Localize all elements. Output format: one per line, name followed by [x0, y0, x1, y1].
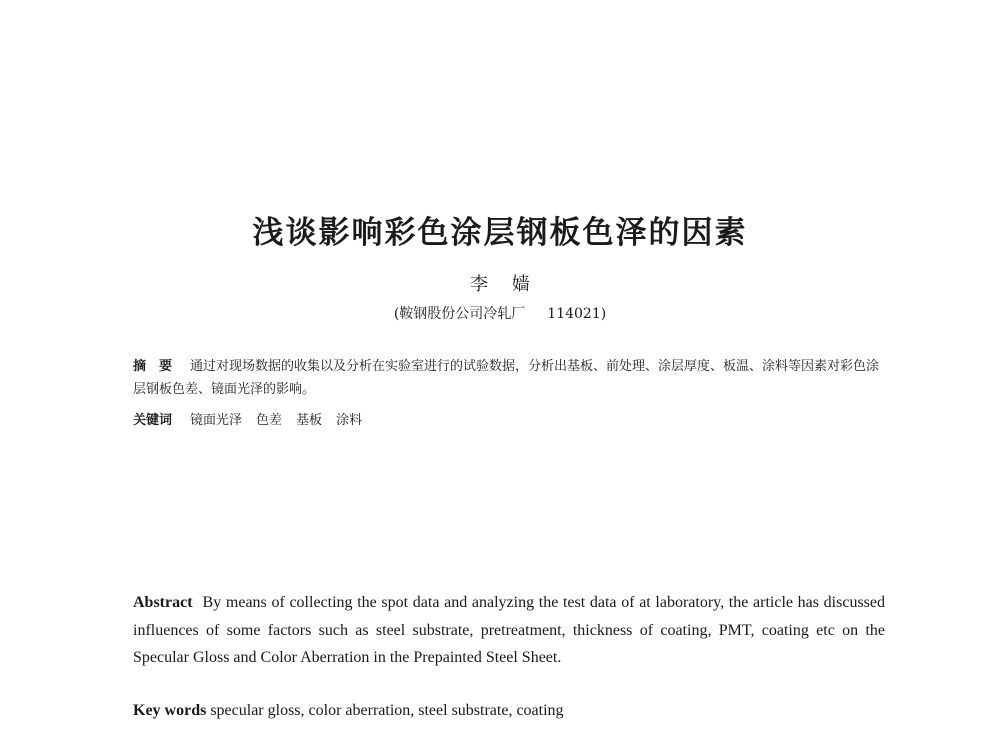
chinese-abstract-label: 摘 要 — [133, 359, 173, 374]
chinese-abstract-text: 通过对现场数据的收集以及分析在实验室进行的试验数据，分析出基板、前处理、涂层厚度、板温、涂料等因素对彩色涂层钢板色差、镜面光泽的影响。 — [133, 359, 880, 397]
author-affiliation — [0, 303, 1000, 325]
english-abstract-text: By means of collecting the spot data and analyzing the test data of at laboratory, the article has discussed influences of some factors such as steel substrate, pretreatment, thickness of coating, PMT, coating etc on the Specular Gloss and Color Aberration in the Prepainted Steel Sheet. — [133, 594, 885, 666]
english-keywords-label: Key words — [133, 702, 207, 719]
chinese-keyword: 涂料 — [336, 413, 363, 428]
chinese-abstract — [133, 355, 885, 401]
chinese-keyword: 基板 — [296, 413, 323, 428]
english-keywords-text: specular gloss, color aberration, steel substrate, coating — [210, 702, 564, 719]
affiliation-postcode: 114021) — [547, 306, 607, 322]
author-given-name: 李 — [470, 274, 488, 295]
paper-title: 浅谈影响彩色涂层钢板色泽的因素 — [252, 214, 748, 251]
chinese-keywords — [133, 409, 885, 432]
english-keywords — [133, 699, 885, 723]
chinese-keyword: 镜面光泽 — [190, 413, 243, 428]
chinese-keyword: 色差 — [256, 413, 283, 428]
chinese-keywords-label: 关键词 — [133, 413, 173, 428]
author-name — [0, 272, 1000, 298]
affiliation-name: (鞍钢股份公司冷轧厂 — [393, 306, 526, 322]
author-family-name: 嫱 — [512, 274, 530, 295]
english-abstract-label: Abstract — [133, 594, 193, 611]
english-abstract — [133, 589, 885, 672]
